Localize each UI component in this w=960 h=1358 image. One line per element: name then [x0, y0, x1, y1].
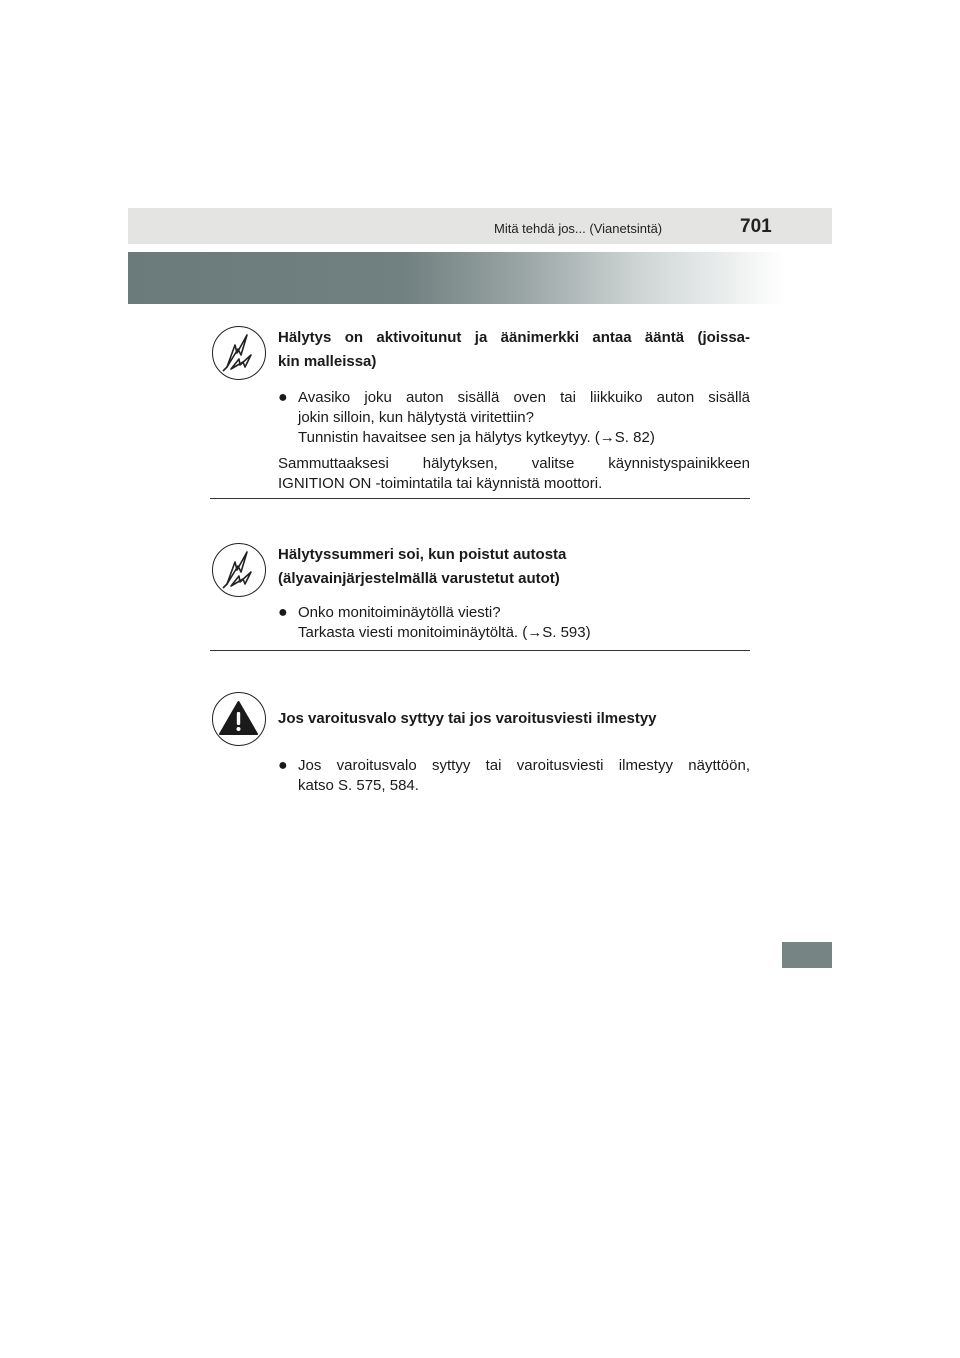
warning-icon — [212, 692, 266, 746]
section-title-line: Jos varoitusvalo syttyy tai jos varoitusviesti ilmestyy — [278, 710, 657, 727]
section-title — [278, 543, 750, 591]
section-divider — [210, 650, 750, 651]
bullet-text-line: Onko monitoiminäytöllä viesti? — [298, 604, 501, 621]
header-band — [128, 208, 832, 244]
section-title-line: kin malleissa) — [278, 353, 377, 370]
bullet-text-line: Tunnistin havaitsee sen ja hälytys kytkeytyy. (→S. 82) — [298, 429, 655, 446]
bullet-item — [278, 756, 750, 796]
section-alarm-buzzer — [210, 540, 750, 655]
bullet-text-line: jokin silloin, kun hälytystä viritettiin? — [298, 409, 534, 426]
bullet-dot: ● — [278, 604, 288, 621]
page-header-title: Mitä tehdä jos... (Vianetsintä) — [494, 221, 663, 236]
page-number: 701 — [740, 216, 772, 237]
chapter-side-tab — [782, 942, 832, 968]
bullet-dot: ● — [278, 389, 288, 406]
section-title — [278, 707, 750, 731]
bullet-text-line: Tarkasta viesti monitoiminäytöltä. (→S. 593) — [298, 624, 591, 641]
section-divider — [210, 498, 750, 499]
section-paragraph — [278, 454, 750, 494]
chapter-gradient-bar — [128, 252, 786, 304]
bullet-text-line: katso S. 575, 584. — [298, 777, 419, 794]
bullet-text-line: Jos varoitusvalo syttyy tai varoitusviesti ilmestyy näyttöön, — [298, 757, 750, 774]
alarm-icon — [212, 543, 266, 597]
bullet-item — [278, 388, 750, 448]
section-title-line: (älyavainjärjestelmällä varustetut autot) — [278, 570, 560, 587]
section-warning-light — [210, 690, 750, 800]
alarm-icon — [212, 326, 266, 380]
bullet-dot: ● — [278, 757, 288, 774]
section-alarm-activated — [210, 322, 750, 502]
section-title-line: Hälytys on aktivoitunut ja äänimerkki antaa ääntä (joissa- — [278, 329, 750, 346]
bullet-text-line: Avasiko joku auton sisällä oven tai liikkuiko auton sisällä — [298, 389, 750, 406]
section-title — [278, 326, 750, 374]
paragraph-line: Sammuttaaksesi hälytyksen, valitse käynnistyspainikkeen — [278, 455, 750, 472]
paragraph-line: IGNITION ON -toimintatila tai käynnistä moottori. — [278, 475, 603, 492]
bullet-item — [278, 603, 750, 643]
section-title-line: Hälytyssummeri soi, kun poistut autosta — [278, 546, 567, 563]
